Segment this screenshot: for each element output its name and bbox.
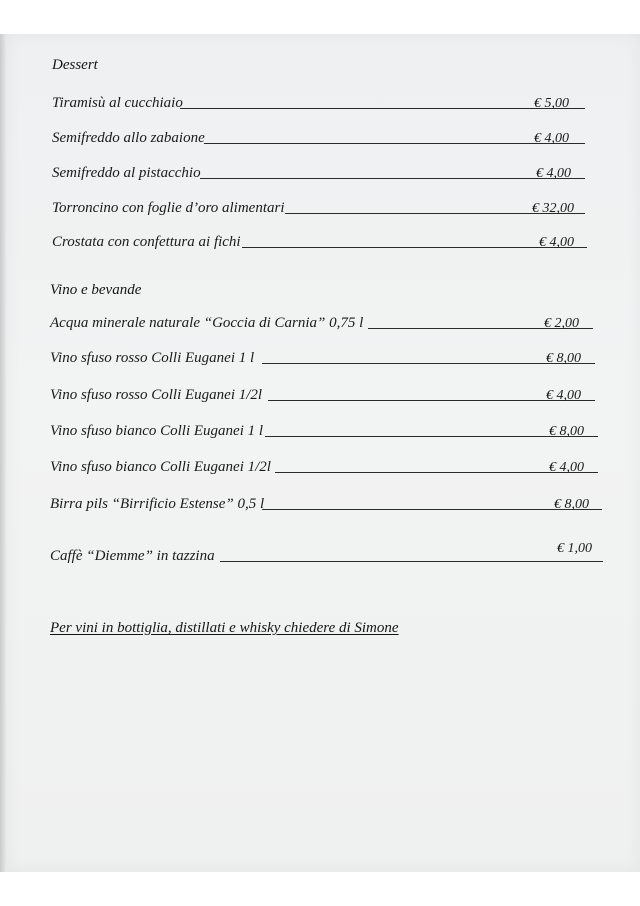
item-price: € 5,00: [534, 96, 569, 111]
item-name: Vino sfuso bianco Colli Euganei 1 l: [50, 423, 264, 439]
item-price: € 8,00: [546, 351, 581, 366]
leader-line: [262, 509, 602, 510]
menu-item: [52, 231, 572, 253]
item-name: Semifreddo al pistacchio: [52, 165, 201, 181]
item-price: € 2,00: [544, 316, 579, 331]
item-price: € 4,00: [536, 166, 571, 181]
leader-line: [180, 108, 585, 109]
menu-item: [52, 127, 572, 149]
leader-line: [242, 247, 587, 248]
item-name: Vino sfuso rosso Colli Euganei 1/2l: [50, 387, 263, 403]
section-title-drinks: Vino e bevande: [50, 282, 142, 298]
section-title-dessert: Dessert: [52, 57, 98, 73]
footer-note: Per vini in bottiglia, distillati e whisky chiedere di Simone: [50, 620, 399, 636]
item-name: Birra pils “Birrificio Estense” 0,5 l: [50, 496, 265, 512]
item-name: Torroncino con foglie d’oro alimentari: [52, 200, 285, 216]
item-name: Tiramisù al cucchiaio: [52, 95, 183, 111]
menu-item: [50, 493, 598, 515]
item-price: € 32,00: [532, 201, 574, 216]
item-price: € 4,00: [549, 460, 584, 475]
menu-item: [50, 384, 590, 406]
menu-item: [50, 312, 590, 334]
item-price: € 4,00: [546, 388, 581, 403]
item-name: Semifreddo allo zabaione: [52, 130, 205, 146]
menu-sheet: [6, 34, 640, 872]
item-price: € 8,00: [554, 497, 589, 512]
item-name: Acqua minerale naturale “Goccia di Carnia” 0,75 l: [50, 315, 364, 331]
item-price: € 8,00: [549, 424, 584, 439]
menu-item: [50, 456, 595, 478]
leader-line: [204, 143, 585, 144]
menu-item: [52, 162, 572, 184]
item-price: € 4,00: [539, 235, 574, 250]
menu-item: [52, 197, 572, 219]
menu-item: [52, 92, 572, 114]
item-price: € 1,00: [557, 541, 592, 556]
menu-item: [50, 347, 590, 369]
item-name: Vino sfuso rosso Colli Euganei 1 l: [50, 350, 255, 366]
item-name: Vino sfuso bianco Colli Euganei 1/2l: [50, 459, 271, 475]
item-name: Caffè “Diemme” in tazzina: [50, 548, 215, 564]
item-price: € 4,00: [534, 131, 569, 146]
leader-line: [200, 178, 585, 179]
item-name: Crostata con confettura ai fichi: [52, 234, 241, 250]
leader-line: [220, 561, 603, 562]
menu-item: [50, 541, 598, 567]
menu-item: [50, 420, 595, 442]
